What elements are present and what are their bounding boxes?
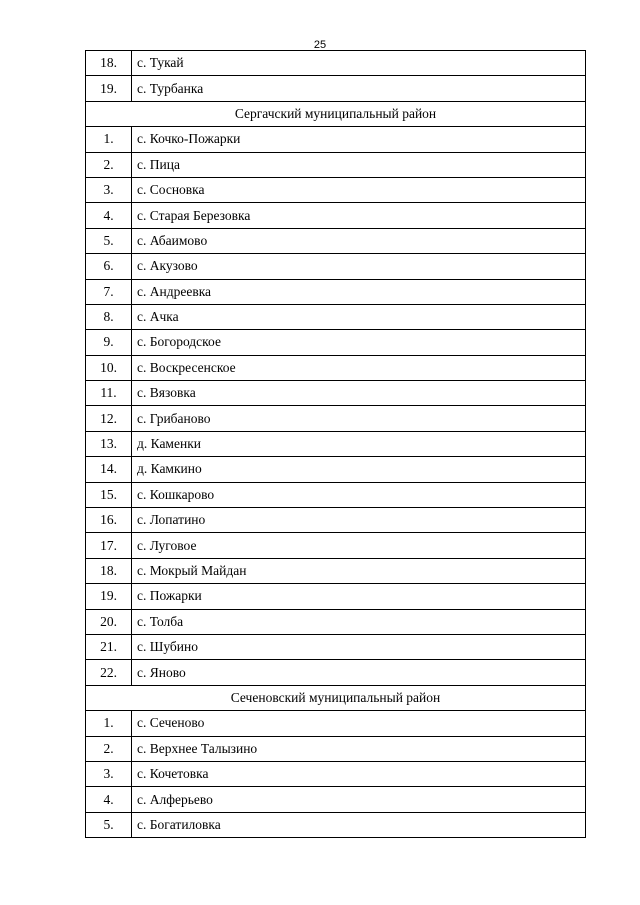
settlement-name-cell: с. Вязовка — [132, 381, 586, 406]
district-heading: Сергачский муниципальный район — [86, 101, 586, 126]
table-row — [86, 51, 586, 76]
row-number-cell: 6. — [86, 254, 132, 279]
table-row — [86, 177, 586, 202]
row-number-cell: 20. — [86, 609, 132, 634]
row-number-cell: 2. — [86, 152, 132, 177]
settlement-name-cell: с. Луговое — [132, 533, 586, 558]
row-number-cell: 18. — [86, 558, 132, 583]
table-row — [86, 254, 586, 279]
settlement-name-cell: с. Старая Березовка — [132, 203, 586, 228]
row-number-cell: 11. — [86, 381, 132, 406]
row-number-cell: 22. — [86, 660, 132, 685]
settlement-name-cell: с. Кочко-Пожарки — [132, 127, 586, 152]
table-row — [86, 634, 586, 659]
row-number-cell: 13. — [86, 431, 132, 456]
settlement-name-cell: с. Абаимово — [132, 228, 586, 253]
row-number-cell: 12. — [86, 406, 132, 431]
settlement-name-cell: с. Кошкарово — [132, 482, 586, 507]
table-row — [86, 304, 586, 329]
settlement-name-cell: с. Богатиловка — [132, 812, 586, 837]
page-number: 25 — [313, 39, 327, 51]
row-number-cell: 10. — [86, 355, 132, 380]
table-row — [86, 355, 586, 380]
settlement-name-cell: с. Тукай — [132, 51, 586, 76]
settlement-name-cell: с. Турбанка — [132, 76, 586, 101]
table-row — [86, 558, 586, 583]
row-number-cell: 5. — [86, 228, 132, 253]
settlement-name-cell: с. Пица — [132, 152, 586, 177]
table-row — [86, 660, 586, 685]
table-row — [86, 482, 586, 507]
settlement-name-cell: с. Пожарки — [132, 584, 586, 609]
table-row — [86, 152, 586, 177]
row-number-cell: 7. — [86, 279, 132, 304]
row-number-cell: 19. — [86, 584, 132, 609]
row-number-cell: 8. — [86, 304, 132, 329]
table-row — [86, 711, 586, 736]
settlement-name-cell: с. Алферьево — [132, 787, 586, 812]
row-number-cell: 1. — [86, 127, 132, 152]
settlement-name-cell: с. Андреевка — [132, 279, 586, 304]
settlement-name-cell: с. Мокрый Майдан — [132, 558, 586, 583]
table-row — [86, 431, 586, 456]
table-row — [86, 584, 586, 609]
table-row — [86, 203, 586, 228]
row-number-cell: 18. — [86, 51, 132, 76]
district-heading-row — [86, 101, 586, 126]
table-row — [86, 787, 586, 812]
table-row — [86, 533, 586, 558]
settlements-table — [85, 50, 586, 838]
settlement-name-cell: с. Лопатино — [132, 508, 586, 533]
settlement-name-cell: с. Ачка — [132, 304, 586, 329]
settlement-name-cell: с. Богородское — [132, 330, 586, 355]
table-row — [86, 127, 586, 152]
row-number-cell: 15. — [86, 482, 132, 507]
row-number-cell: 2. — [86, 736, 132, 761]
settlement-name-cell: с. Яново — [132, 660, 586, 685]
row-number-cell: 3. — [86, 761, 132, 786]
settlement-name-cell: с. Акузово — [132, 254, 586, 279]
settlement-name-cell: с. Шубино — [132, 634, 586, 659]
row-number-cell: 17. — [86, 533, 132, 558]
settlement-name-cell: д. Каменки — [132, 431, 586, 456]
row-number-cell: 14. — [86, 457, 132, 482]
row-number-cell: 4. — [86, 787, 132, 812]
table-row — [86, 508, 586, 533]
table-row — [86, 761, 586, 786]
table-row — [86, 406, 586, 431]
settlement-name-cell: с. Сосновка — [132, 177, 586, 202]
settlement-name-cell: с. Верхнее Талызино — [132, 736, 586, 761]
table-row — [86, 381, 586, 406]
settlement-name-cell: д. Камкино — [132, 457, 586, 482]
settlements-table-body — [86, 51, 586, 838]
table-row — [86, 228, 586, 253]
row-number-cell: 1. — [86, 711, 132, 736]
table-row — [86, 812, 586, 837]
settlement-name-cell: с. Грибаново — [132, 406, 586, 431]
settlement-name-cell: с. Воскресенское — [132, 355, 586, 380]
table-row — [86, 736, 586, 761]
table-row — [86, 279, 586, 304]
settlement-name-cell: с. Толба — [132, 609, 586, 634]
settlement-name-cell: с. Кочетовка — [132, 761, 586, 786]
row-number-cell: 19. — [86, 76, 132, 101]
row-number-cell: 9. — [86, 330, 132, 355]
row-number-cell: 5. — [86, 812, 132, 837]
table-row — [86, 76, 586, 101]
table-row — [86, 609, 586, 634]
table-row — [86, 330, 586, 355]
row-number-cell: 3. — [86, 177, 132, 202]
table-row — [86, 457, 586, 482]
district-heading-row — [86, 685, 586, 710]
settlement-name-cell: с. Сеченово — [132, 711, 586, 736]
row-number-cell: 21. — [86, 634, 132, 659]
row-number-cell: 16. — [86, 508, 132, 533]
row-number-cell: 4. — [86, 203, 132, 228]
district-heading: Сеченовский муниципальный район — [86, 685, 586, 710]
